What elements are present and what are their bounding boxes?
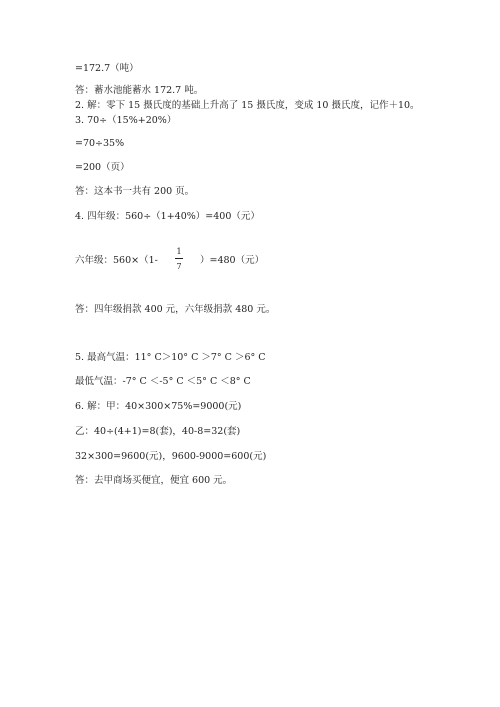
text-line-7: 答：这本书一共有 200 页。 — [75, 186, 195, 197]
text-line-13: 乙：40÷(4+1)=8(套)，40-8=32(套) — [75, 426, 241, 437]
text-line-6: =200（页） — [75, 162, 130, 173]
text-line-12: 6. 解：甲：40×300×75%=9000(元) — [75, 401, 242, 412]
fraction-denominator: 7 — [176, 262, 182, 271]
sixth-grade-suffix: ）=480（元） — [200, 255, 265, 266]
sixth-grade-prefix: 六年级：560×（1- — [75, 255, 158, 266]
text-line-4: 3. 70÷（15%+20%） — [75, 115, 177, 126]
text-line-2: 答：蓄水池能蓄水 172.7 吨。 — [75, 85, 204, 96]
text-line-3: 2. 解：零下 15 摄氏度的基础上升高了 15 摄氏度，变成 10 摄氏度，记作＋10。 — [75, 100, 420, 111]
text-line-9: 答：四年级捐款 400 元，六年级捐款 480 元。 — [75, 304, 276, 315]
text-line-14: 32×300=9600(元)，9600-9000=600(元) — [75, 451, 267, 462]
text-line-11: 最低气温：-7° C ＜-5° C ＜5° C ＜8° C — [75, 376, 251, 387]
fraction-numerator: 1 — [176, 247, 182, 256]
text-line-1: =172.7（吨） — [75, 63, 139, 74]
text-line-10: 5. 最高气温：11° C＞10° C ＞7° C ＞6° C — [75, 352, 266, 363]
fraction-bar — [175, 258, 183, 259]
text-line-5: =70÷35% — [75, 138, 125, 149]
text-line-8: 4. 四年级：560÷（1+40%）=400（元） — [75, 211, 260, 222]
text-line-15: 答：去甲商场买便宜，便宜 600 元。 — [75, 475, 233, 486]
